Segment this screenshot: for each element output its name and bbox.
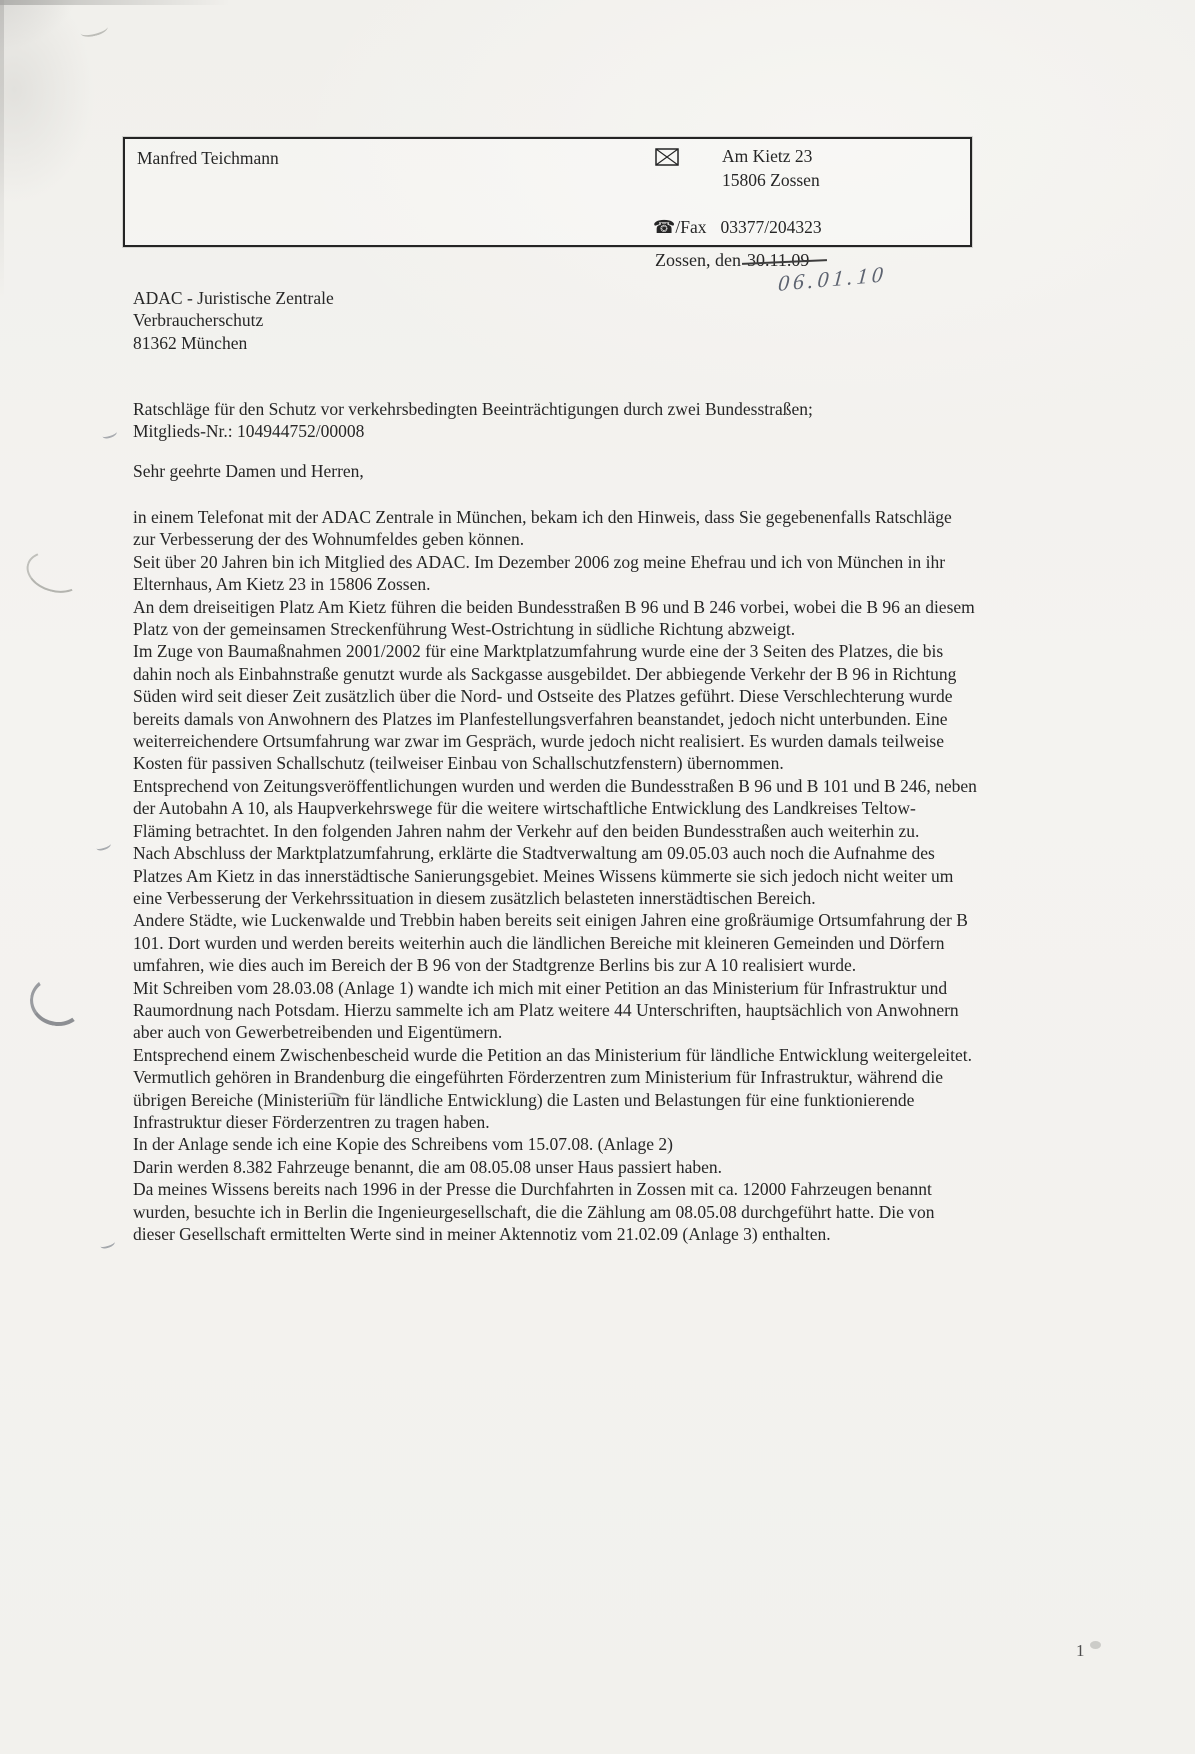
body-paragraph: An dem dreiseitigen Platz Am Kietz führen die beiden Bundesstraßen B 96 und B 246 vorbei, wobei die B 96 an diesem Platz von der gemeinsamen Streckenführung West-Ostrichtung in südliche Richtung abzweigt. <box>133 596 975 640</box>
envelope-icon <box>655 148 679 166</box>
pencil-mark-top-left <box>79 21 109 39</box>
sender-city: 15806 Zossen <box>722 170 820 190</box>
sender-name: Manfred Teichmann <box>137 148 279 168</box>
body-paragraph: in einem Telefonat mit der ADAC Zentrale in München, bekam ich den Hinweis, dass Sie gegebenenfalls Ratschläge zur Verbesserung der des Wohnumfeldes geben können. <box>133 507 952 550</box>
smudge-near-page-number <box>1090 1641 1101 1649</box>
phone-icon: ☎ <box>653 217 676 238</box>
body-paragraph: Darin werden 8.382 Fahrzeuge benannt, die am 08.05.08 unser Haus passiert haben. <box>133 1156 722 1177</box>
sender-fax-line <box>653 217 822 238</box>
scan-edge-artifact-left <box>0 0 4 300</box>
subject-line-1: Ratschläge für den Schutz vor verkehrsbedingten Beeinträchtigungen durch zwei Bundesstraßen; <box>133 399 813 419</box>
pencil-tick-subject-margin <box>101 428 118 440</box>
body-paragraph: Im Zuge von Baumaßnahmen 2001/2002 für eine Marktplatzumfahrung wurde eine der 3 Seiten des Platzes, die bis dahin noch als Einbahnstraße genutzt wurde als Sackgasse ausgebildet. Der abbiegende Verkehr der B 96 in Richtung Süden wird seit dieser Zeit zusätzlich über die Nord- und Ostseite des Platzes geführt. Diese Verschlechterung wurde bereits damals von Anwohnern des Platzes im Planfestellungsverfahren beanstandet, jedoch nicht unterbunden. Eine weiterreichendere Ortsumfahrung war zwar im Gespräch, wurde jedoch nicht realisiert. Es wurden damals teilweise Kosten für passiven Schallschutz (teilweiser Einbau von Schallschutzfenstern) übernommen. <box>133 641 957 774</box>
subject-block <box>133 398 1053 443</box>
body-paragraph: Entsprechend von Zeitungsveröffentlichungen wurden und werden die Bundesstraßen B 96 und B 101 und B 246, neben der Autobahn A 10, als Haupverkehrswege für die weitere wirtschaftliche Entwicklung des Landkreises Teltow- Fläming betrachtet. In den folgenden Jahren nahm der Verkehr auf den beiden Bundesstraßen auch weiterhin zu. <box>133 775 977 841</box>
scan-artifact-curve-upper <box>22 545 89 599</box>
salutation: Sehr geehrte Damen und Herren, <box>133 461 364 481</box>
recipient-address <box>133 287 334 354</box>
body-paragraph: Da meines Wissens bereits nach 1996 in der Presse die Durchfahrten in Zossen mit ca. 12000 Fahrzeugen benannt wurden, besuchte ich in Berlin die Ingenieurgesellschaft, die die Zählung am 08.05.08 durchgeführt hatte. Die von dieser Gesellschaft ermittelten Werte sind in meiner Aktennotiz vom 21.02.09 (Anlage 3) enthalten. <box>133 1179 935 1244</box>
subject-line-2: Mitglieds-Nr.: 104944752/00008 <box>133 421 365 442</box>
body-paragraph: Mit Schreiben vom 28.03.08 (Anlage 1) wandte ich mich mit einer Petition an das Ministerium für Infrastruktur und Raumordnung nach Potsdam. Hierzu sammelte ich am Platz weitere 44 Unterschriften, hauptsächlich von Anwohnern aber auch von Gewerbetreibenden und Eigentümern. <box>133 977 959 1043</box>
recipient-line-2: Verbraucherschutz <box>133 310 264 331</box>
pencil-tick-middle-margin <box>95 840 112 852</box>
body-paragraph: Andere Städte, wie Luckenwalde und Trebbin haben bereits seit einigen Jahren eine großräumige Ortsumfahrung der B 101. Dort wurden und werden bereits weiterhin auch die ländlichen Bereiche mit kleineren Gemeinden und Dörfern umfahren, wie dies auch im Bereich der B 96 von der Stadtgrenze Berlins bis zur A 10 realisiert wurde. <box>133 910 968 976</box>
body-paragraph: Entsprechend einem Zwischenbescheid wurde die Petition an das Ministerium für ländliche Entwicklung weitergeleitet. <box>133 1044 972 1065</box>
fax-label: /Fax <box>675 217 707 237</box>
pencil-tick-lower-margin <box>99 1238 116 1250</box>
scan-edge-artifact-top <box>0 0 230 5</box>
recipient-line-1: ADAC - Juristische Zentrale <box>133 288 334 308</box>
body-paragraph: Nach Abschluss der Marktplatzumfahrung, erklärte die Stadtverwaltung am 09.05.03 auch noch die Aufnahme des Platzes Am Kietz in das innerstädtische Sanierungsgebiet. Meines Wissens kümmerte sie sich jedoch nicht weiter um eine Verbesserung der Verkehrssituation in diesem zusätzlich belasteten innerstädtischen Bereich. <box>133 843 954 908</box>
recipient-line-3: 81362 München <box>133 332 248 353</box>
body-paragraph: Vermutlich gehören in Brandenburg die eingeführten Förderzentren zum Ministerium für Infrastruktur, während die übrigen Bereiche (Ministerium für ländliche Entwicklung) die Lasten und Belastungen für eine funktionierende Infrastruktur dieser Förderzentren zu tragen haben. <box>133 1067 944 1132</box>
dateline-prefix: Zossen, den <box>655 250 741 270</box>
sender-street: Am Kietz 23 <box>722 146 813 166</box>
dateline <box>655 250 809 271</box>
handwritten-date: 06.01.10 <box>777 261 888 296</box>
body-paragraph: Seit über 20 Jahren bin ich Mitglied des ADAC. Im Dezember 2006 zog meine Ehefrau und ich von München in ihr Elternhaus, Am Kietz 23 in 15806 Zossen. <box>133 551 946 595</box>
letter-body <box>133 506 978 1245</box>
typed-date-struckthrough: 30.11.09 <box>746 250 810 270</box>
fax-number: 03377/204323 <box>720 217 822 237</box>
body-paragraph: In der Anlage sende ich eine Kopie des Schreibens vom 15.07.08. (Anlage 2) <box>133 1134 673 1155</box>
scan-artifact-curve-lower <box>27 972 88 1029</box>
sender-header-box <box>123 137 972 247</box>
page-number: 1 <box>1076 1641 1085 1660</box>
